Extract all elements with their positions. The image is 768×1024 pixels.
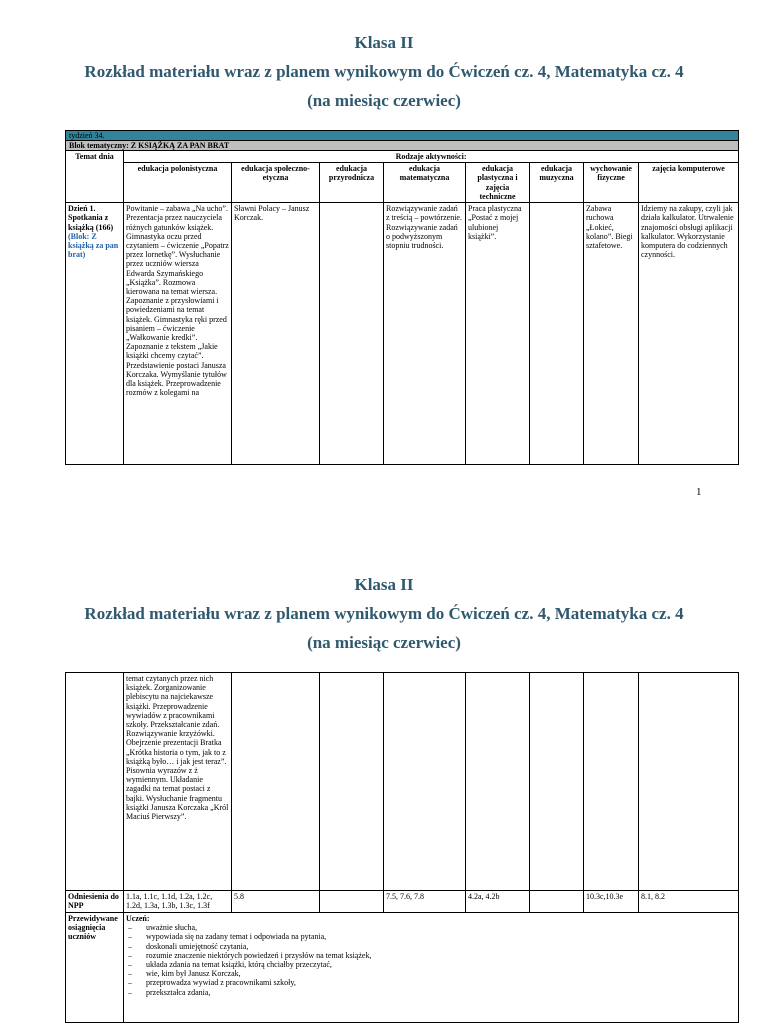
col-header-przyrodnicza: edukacja przyrodnicza: [320, 163, 384, 203]
col-header-matematyczna: edukacja matematyczna: [384, 163, 466, 203]
cell-plastyczna: Praca plastyczna „Postać z mojej ulubionej książki”.: [466, 203, 530, 465]
cell-matematyczna: Rozwiązywanie zadań z treścią – powtórzenie. Rozwiązywanie zadań o podwyższonym stopniu trudności.: [384, 203, 466, 465]
header-row-2: [66, 163, 739, 203]
period-title-2: (na miesiąc czerwiec): [307, 633, 461, 652]
document-subtitle: Rozkład materiału wraz z planem wynikowym do Ćwiczeń cz. 4, Matematyka cz. 4: [84, 62, 684, 81]
col-header-plastyczna: edukacja plastyczna i zajęcia techniczne: [466, 163, 530, 203]
list-item: – rozumie znaczenie niektórych powiedzeń i przysłów na temat książek,: [128, 950, 372, 960]
period-title: (na miesiąc czerwiec): [307, 91, 461, 110]
cell-spoleczno-continued: [232, 673, 320, 891]
day-block: (Blok: Z książką za pan brat): [68, 231, 119, 260]
list-item: – wie, kim był Janusz Korczak,: [128, 969, 241, 979]
cell-plastyczna-continued: [466, 673, 530, 891]
continued-row: [66, 673, 739, 891]
continued-topic-cell: [66, 673, 124, 891]
list-item: – przekształca zdania,: [128, 987, 211, 997]
cell-przyrodnicza-continued: [320, 673, 384, 891]
npp-komputerowe: 8.1, 8.2: [639, 891, 739, 913]
class-title-2: Klasa II: [354, 575, 414, 594]
class-title: Klasa II: [354, 33, 414, 52]
npp-muzyczna: [530, 891, 584, 913]
cell-przyrodnicza: [320, 203, 384, 465]
outcomes-row: [66, 913, 739, 1023]
header-row-1: [66, 151, 739, 163]
npp-plastyczna: 4.2a, 4.2b: [466, 891, 530, 913]
cell-polonistyczna: Powitanie – zabawa „Na ucho”. Prezentacja przez nauczyciela różnych gatunków książek. Gimnastyka oczu przed czytaniem – ćwiczenie „Popatrz przez lornetkę”. Wysłuchanie przez uczniów wiersza Edwarda Szymańskiego „Książka”. Rozmowa kierowana na temat wiersza. Zapoznanie z przysłowiami i powiedzeniami na temat książek. Gimnastyka ręki przed pisaniem – ćwiczenie „Wałkowanie kredki”. Zapoznanie z tekstem „Jakie książki chcemy czytać”. Przedstawienie postaci Janusza Korczaka. Wymyślanie tytułów dla książek. Przeprowadzenie rozmów z kolegami na: [124, 203, 232, 465]
cell-muzyczna: [530, 203, 584, 465]
outcomes-cell: [124, 913, 739, 1023]
week-label: tydzień 34.: [66, 131, 739, 141]
document-page-1: [0, 0, 768, 505]
cell-matematyczna-continued: [384, 673, 466, 891]
day-row: [66, 203, 739, 465]
list-item: – układa zdania na temat książki, którą chciałby przeczytać,: [128, 960, 332, 970]
cell-muzyczna-continued: [530, 673, 584, 891]
cell-polonistyczna-continued: temat czytanych przez nich książek. Zorganizowanie plebiscytu na najciekawsze książki. Przeprowadzenie wywiadów z pracownikami szkoły. Przekształcanie zdań. Rozwiązywanie krzyżówki. Obejrzenie prezentacji Bratka „Krótka historia o tym, jak to z książką było… i jak jest teraz”. Pisownia wyrazów z ż wymiennym. Układanie zagadki na temat postaci z bajki. Wysłuchanie fragmentu książki Janusza Korczaka „Król Maciuś Pierwszy”.: [124, 673, 232, 891]
cell-komputerowe: Idziemy na zakupy, czyli jak działa kalkulator. Utrwalenie znajomości obsługi aplikacji kalkulator. Wykorzystanie komputera do codziennych czynności.: [639, 203, 739, 465]
npp-spoleczno: 5.8: [232, 891, 320, 913]
outcomes-intro: Uczeń:: [126, 914, 150, 923]
list-item: – doskonali umiejętność czytania,: [128, 941, 249, 951]
col-header-spoleczno: edukacja społeczno-etyczna: [232, 163, 320, 203]
cell-wf-continued: [584, 673, 639, 891]
npp-przyrodnicza: [320, 891, 384, 913]
col-header-wf: wychowanie fizyczne: [584, 163, 639, 203]
activities-header: Rodzaje aktywności:: [124, 151, 739, 163]
npp-matematyczna: 7.5, 7.6, 7.8: [384, 891, 466, 913]
npp-row: [66, 891, 739, 913]
list-item: – uważnie słucha,: [128, 923, 198, 933]
document-page-2: [0, 545, 768, 1024]
cell-spoleczno: Sławni Polacy – Janusz Korczak.: [232, 203, 320, 465]
col-header-muzyczna: edukacja muzyczna: [530, 163, 584, 203]
list-item: – wypowiada się na zadany temat i odpowiada na pytania,: [128, 932, 327, 942]
week-row: [66, 131, 739, 141]
topic-header: Temat dnia: [66, 151, 124, 203]
npp-wf: 10.3c,10.3e: [584, 891, 639, 913]
plan-table: [65, 130, 739, 465]
col-header-polonistyczna: edukacja polonistyczna: [124, 163, 232, 203]
block-label: Blok tematyczny: Z KSIĄŻKĄ ZA PAN BRAT: [66, 141, 739, 151]
cell-wf: Zabawa ruchowa „Łokieć, kolano”. Biegi sztafetowe.: [584, 203, 639, 465]
day-topic-cell: [66, 203, 124, 465]
day-title: Dzień 1. Spotkania z książką (166): [68, 204, 114, 232]
block-row: [66, 141, 739, 151]
npp-polonistyczna: 1.1a, 1.1c, 1.1d, 1.2a, 1.2c, 1.2d, 1.3a, 1.3b, 1.3c, 1.3f: [124, 891, 232, 913]
list-item: – przeprowadza wywiad z pracownikami szkoły,: [128, 978, 296, 988]
page-number: 1: [696, 486, 702, 498]
cell-komputerowe-continued: [639, 673, 739, 891]
outcomes-list: [126, 923, 736, 997]
document-subtitle-2: Rozkład materiału wraz z planem wynikowym do Ćwiczeń cz. 4, Matematyka cz. 4: [84, 604, 684, 623]
col-header-komputerowe: zajęcia komputerowe: [639, 163, 739, 203]
npp-label: Odniesienia do NPP: [66, 891, 124, 913]
plan-table-continued: [65, 672, 739, 1023]
outcomes-label: Przewidywane osiągnięcia uczniów: [66, 913, 124, 1023]
